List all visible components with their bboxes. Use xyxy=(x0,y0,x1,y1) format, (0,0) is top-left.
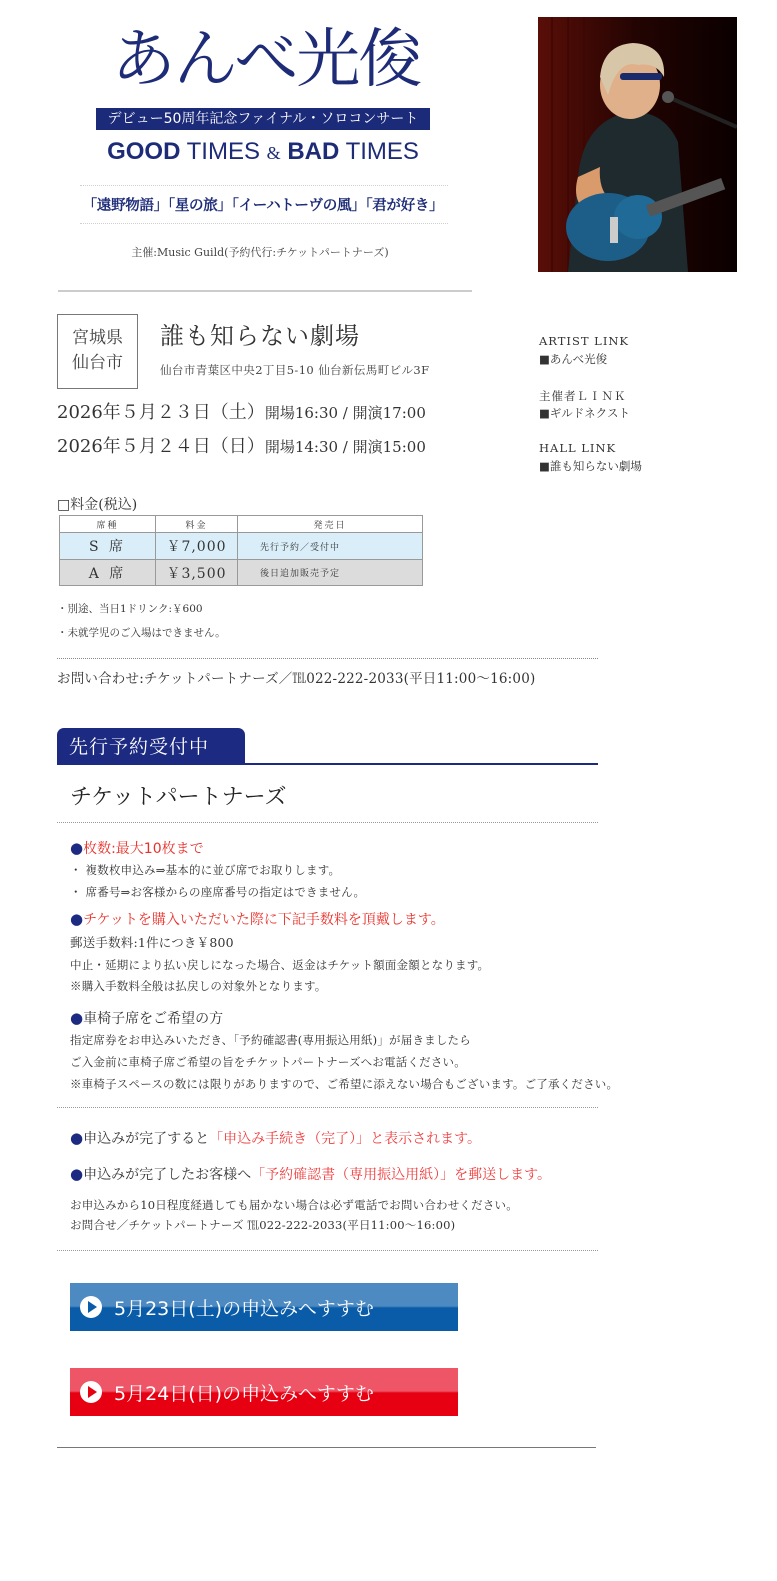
concert-subtitle-banner: デビュー50周年記念ファイナル・ソロコンサート xyxy=(96,108,430,130)
venue-address: 仙台市青葉区中央2丁目5-10 仙台新伝馬町ビル3F xyxy=(160,363,430,377)
price-table xyxy=(59,515,423,586)
divider xyxy=(58,290,472,292)
wheelchair-note: 指定席券をお申込みいただき、「予約確認書(専用振込用紙)」が届きましたら xyxy=(70,1033,471,1047)
hall-link-heading: HALL LINK xyxy=(539,441,617,455)
date: 2026年５月２３日（土） xyxy=(57,402,265,423)
divider xyxy=(57,822,598,823)
price: ￥3,500 xyxy=(156,560,238,586)
column-header-sale-date: 発売日 xyxy=(238,516,423,533)
song-list: 「遠野物語」「星の旅」「イーハトーヴの風」「君が好き」 xyxy=(82,198,444,214)
table-row xyxy=(60,560,423,586)
bullet-icon: ● xyxy=(70,1009,84,1027)
ticket-agency-name: チケットパートナーズ xyxy=(70,785,287,810)
wheelchair-note: ご入金前に車椅子席ご希望の旨をチケットパートナーズへお電話ください。 xyxy=(70,1055,466,1069)
divider xyxy=(57,1250,598,1251)
sale-status: 後日追加販売予定 xyxy=(238,560,423,586)
divider xyxy=(57,658,598,659)
sale-status: 先行予約／受付中 xyxy=(238,533,423,560)
wheelchair-heading: ●車椅子席をご希望の方 xyxy=(70,1009,224,1027)
bullet-icon: ● xyxy=(70,1129,84,1147)
artist-photo xyxy=(538,17,737,272)
column-header-seat: 席種 xyxy=(60,516,156,533)
divider xyxy=(80,185,448,186)
table-header-row xyxy=(60,516,423,533)
tour-title-amp: & xyxy=(266,143,281,163)
artist-name-title: あんべ光俊 xyxy=(111,23,421,97)
fee-note: 中止・延期により払い戻しになった場合、返金はチケット額面金額となります。 xyxy=(70,958,490,972)
drink-note: ・別途、当日1ドリンク:￥600 xyxy=(57,603,203,615)
tour-title xyxy=(96,134,430,171)
tour-title-times: TIMES xyxy=(345,138,419,165)
divider xyxy=(57,1107,598,1108)
section-rule xyxy=(57,763,598,765)
seat-type: A 席 xyxy=(60,560,156,586)
mailing-notice: ●申込みが完了したお客様へ「予約確認書（専用振込用紙）」を郵送します。 xyxy=(70,1165,551,1183)
age-note: ・未就学児のご入場はできません。 xyxy=(57,627,226,639)
inquiry-contact: お問合せ／チケットパートナーズ ℡022-222-2033(平日11:00〜16:00) xyxy=(70,1218,456,1232)
venue-name: 誰も知らない劇場 xyxy=(160,322,360,350)
wheelchair-note: ※車椅子スペースの数には限りがありますので、ご希望に添えない場合もございます。ご了承ください。 xyxy=(70,1077,619,1091)
organizer-link-heading: 主催者ＬＩＮＫ xyxy=(539,389,627,403)
contact-info: お問い合わせ:チケットパートナーズ／℡022-222-2033(平日11:00〜16:00) xyxy=(57,671,536,687)
limit-note: ・ 複数枚申込み⇒基本的に並び席でお取りします。 xyxy=(70,863,341,877)
organizer-link[interactable]: ■ギルドネクスト xyxy=(539,406,631,420)
tour-title-bad: BAD xyxy=(287,138,340,165)
apply-may24-button[interactable] xyxy=(70,1368,458,1416)
seat-type: S 席 xyxy=(60,533,156,560)
city: 仙台市 xyxy=(72,353,123,373)
limit-note: ・ 席番号⇒お客様からの座席番号の指定はできません。 xyxy=(70,885,366,899)
advance-reservation-tab: 先行予約受付中 xyxy=(57,728,245,764)
price: ￥7,000 xyxy=(156,533,238,560)
artist-photo-illustration xyxy=(538,17,737,272)
apply-may23-label: 5月23日(土)の申込みへすすむ xyxy=(114,1297,374,1320)
door-show-times: 開場14:30 / 開演15:00 xyxy=(264,438,426,456)
prefecture: 宮城県 xyxy=(72,328,123,348)
divider xyxy=(80,223,448,224)
artist-link-heading: ARTIST LINK xyxy=(539,334,630,348)
tour-title-good: GOOD xyxy=(107,138,181,165)
prefecture-city-box xyxy=(57,314,138,389)
ticket-limit-heading: ●枚数:最大10枚まで xyxy=(70,839,204,857)
fee-heading: ●チケットを購入いただいた際に下記手数料を頂戴します。 xyxy=(70,910,445,928)
organizer-credit: 主催:Music Guild(予約代行:チケットパートナーズ) xyxy=(131,246,389,259)
tour-title-times: TIMES xyxy=(186,138,260,165)
play-icon xyxy=(80,1296,102,1318)
date: 2026年５月２４日（日） xyxy=(57,436,265,457)
fee-note: ※購入手数料全般は払戻しの対象外となります。 xyxy=(70,979,327,993)
table-row xyxy=(60,533,423,560)
hall-link[interactable]: ■誰も知らない劇場 xyxy=(539,459,642,473)
performance-date-1 xyxy=(57,400,426,426)
bullet-icon: ● xyxy=(70,910,84,928)
door-show-times: 開場16:30 / 開演17:00 xyxy=(264,404,426,422)
divider xyxy=(57,1447,596,1448)
bullet-icon: ● xyxy=(70,1165,84,1183)
performance-date-2 xyxy=(57,434,426,460)
completion-notice: ●申込みが完了すると「申込み手続き（完了）」と表示されます。 xyxy=(70,1129,481,1147)
apply-may24-label: 5月24日(日)の申込みへすすむ xyxy=(114,1382,374,1405)
artist-link[interactable]: ■あんべ光俊 xyxy=(539,352,608,366)
apply-may23-button[interactable] xyxy=(70,1283,458,1331)
bullet-icon: ● xyxy=(70,839,84,857)
price-section-title: □料金(税込) xyxy=(57,497,138,513)
fee-note: 郵送手数料:1件につき￥800 xyxy=(70,935,234,950)
column-header-price: 料金 xyxy=(156,516,238,533)
inquiry-note: お申込みから10日程度経過しても届かない場合は必ず電話でお問い合わせください。 xyxy=(70,1198,518,1212)
play-icon xyxy=(80,1381,102,1403)
